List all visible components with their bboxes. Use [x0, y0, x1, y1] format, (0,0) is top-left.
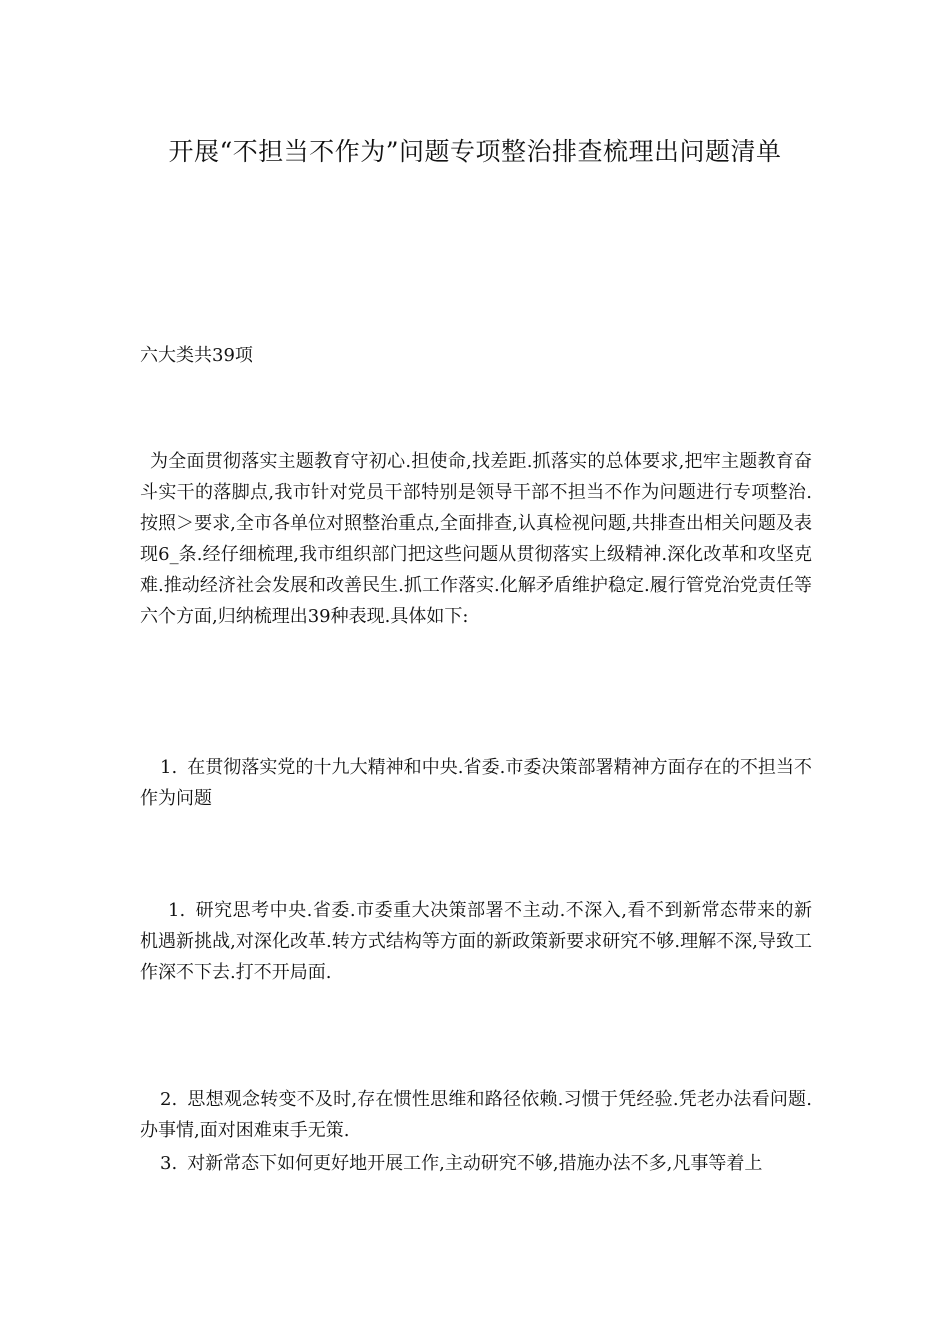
- item-number: 1.: [168, 900, 186, 921]
- list-item: [140, 1084, 812, 1146]
- item-text: 在贯彻落实党的十九大精神和中央.省委.市委决策部署精神方面存在的不担当不作为问题: [140, 757, 812, 809]
- item-text: 研究思考中央.省委.市委重大决策部署不主动.不深入,看不到新常态带来的新机遇新挑战,对深化改革.转方式结构等方面的新政策新要求研究不够.理解不深,导致工作深不下去.打不开局面.: [140, 900, 812, 983]
- item-number: 2.: [160, 1089, 178, 1110]
- intro-paragraph: 为全面贯彻落实主题教育守初心.担使命,找差距.抓落实的总体要求,把牢主题教育奋斗实干的落脚点,我市针对党员干部特别是领导干部不担当不作为问题进行专项整治.按照＞要求,全市各单位对照整治重点,全面排查,认真检视问题,共排查出相关问题及表现6_条.经仔细梳理,我市组织部门把这些问题从贯彻落实上级精神.深化改革和攻坚克难.推动经济社会发展和改善民生.抓工作落实.化解矛盾维护稳定.履行管党治党责任等六个方面,归纳梳理出39种表现.具体如下:: [140, 451, 812, 627]
- list-item: [140, 1148, 812, 1179]
- list-item: [140, 895, 812, 988]
- document-title: 开展“不担当不作为”问题专项整治排查梳理出问题清单: [168, 137, 782, 166]
- item-number: 3.: [160, 1153, 178, 1174]
- item-text: 思想观念转变不及时,存在惯性思维和路径依赖.习惯于凭经验.凭老办法看问题.办事情,面对困难束手无策.: [140, 1089, 812, 1141]
- list-item: [140, 752, 812, 814]
- item-number: 1.: [160, 757, 178, 778]
- item-text: 对新常态下如何更好地开展工作,主动研究不够,措施办法不多,凡事等着上: [187, 1153, 763, 1174]
- document-subtitle: 六大类共39项: [140, 345, 253, 366]
